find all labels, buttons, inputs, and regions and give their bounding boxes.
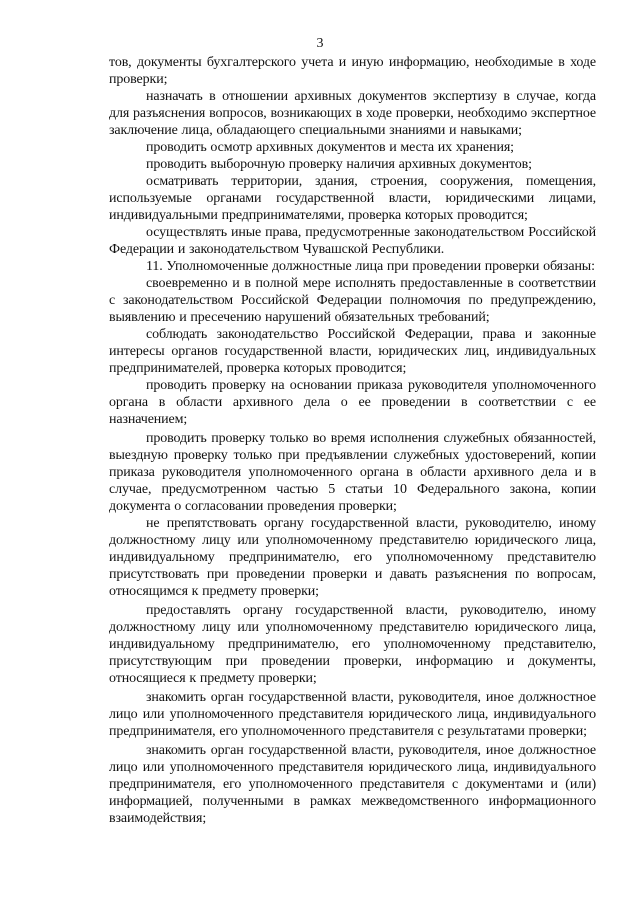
document-body <box>109 54 596 827</box>
paragraph-duty-exercise-powers: своевременно и в полной мере исполнять предоставленные в соответствии с законодательством Российской Федерации полномочия по предупреждению, выявлению и пресечению нарушений обязательных требований; <box>109 276 596 325</box>
paragraph-continuation: тов, документы бухгалтерского учета и иную информацию, необходимые в ходе проверки; <box>109 55 596 87</box>
paragraph-item-11: 11. Уполномоченные должностные лица при проведении проверки обязаны: <box>146 259 595 274</box>
paragraph-other-rights: осуществлять иные права, предусмотренные законодательством Российской Федерации и законодательством Чувашской Республики. <box>109 225 596 257</box>
paragraph-inspection-storage: проводить осмотр архивных документов и места их хранения; <box>146 140 514 155</box>
paragraph-duty-share-documents: знакомить орган государственной власти, руководителя, иное должностное лицо или уполномоченного представителя юридического лица, индивидуального предпринимателя, его уполномоченного представителя с документами и (или) информацией, полученными в рамках межведомственного информационного взаимодействия; <box>109 743 596 826</box>
paragraph-duty-provide-info: предоставлять органу государственной власти, руководителю, иному должностному лицу или уполномоченному представителю юридического лица, индивидуальному предпринимателю, его уполномоченному представителю, присутствующим при проведении проверки, информацию и документы, относящиеся к предмету проверки; <box>109 603 596 686</box>
paragraph-inspect-premises: осматривать территории, здания, строения, сооружения, помещения, используемые органами государственной власти, юридическими лицами, индивидуальными предпринимателями, проверка которых проводится; <box>109 174 596 223</box>
paragraph-duty-working-hours: проводить проверку только во время исполнения служебных обязанностей, выездную проверку только при предъявлении служебных удостоверений, копии приказа руководителя уполномоченного органа в области архивного дела и в случае, предусмотренном частью 5 статьи 10 Федерального закона, копии документа о согласовании проведения проверки; <box>109 431 596 514</box>
paragraph-duty-comply-law: соблюдать законодательство Российской Федерации, права и законные интересы органов государственной власти, юридических лиц, индивидуальных предпринимателей, проверка которых проводится; <box>109 327 596 376</box>
paragraph-duty-not-obstruct: не препятствовать органу государственной власти, руководителю, иному должностному лицу или уполномоченному представителю юридического лица, индивидуальному предпринимателю, его уполномоченному представителю присутствовать при проведении проверки и давать разъяснения по вопросам, относящимся к предмету проверки; <box>109 516 596 599</box>
page-number: 3 <box>316 36 324 51</box>
paragraph-selective-check: проводить выборочную проверку наличия архивных документов; <box>146 157 532 172</box>
paragraph-duty-share-results: знакомить орган государственной власти, руководителя, иное должностное лицо или уполномоченного представителя юридического лица, индивидуального предпринимателя, его уполномоченного представителя с результатами проверки; <box>109 690 596 739</box>
paragraph-duty-order-basis: проводить проверку на основании приказа руководителя уполномоченного органа в области архивного дела о ее проведении в соответствии с ее назначением; <box>109 378 596 427</box>
paragraph-expertise: назначать в отношении архивных документов экспертизу в случае, когда для разъяснения вопросов, возникающих в ходе проверки, необходимо экспертное заключение лица, обладающего специальными знаниями и навыками; <box>109 89 596 138</box>
